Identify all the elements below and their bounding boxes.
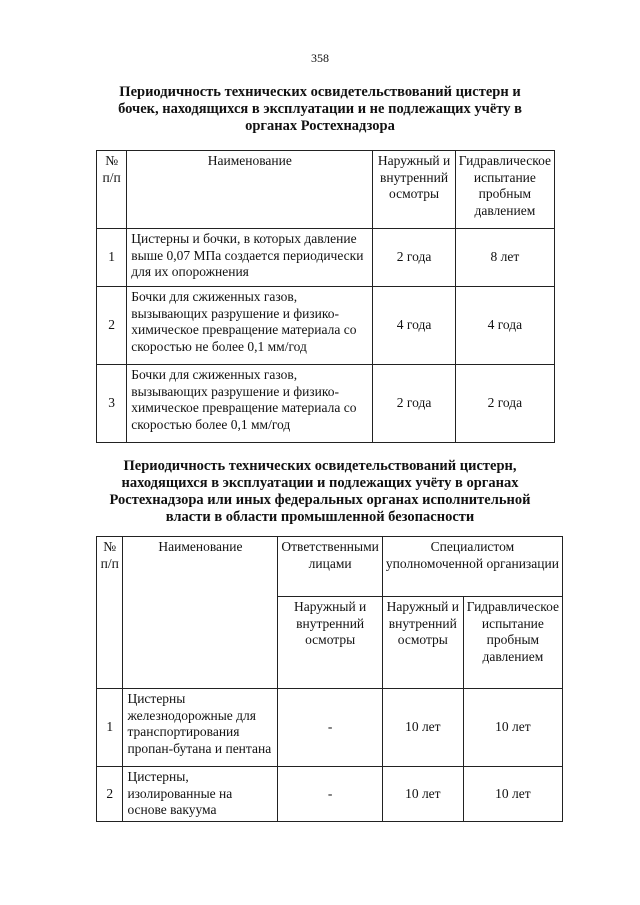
- table1-row3-num: 3: [97, 365, 127, 443]
- table2-row2-spec-inspection: 10 лет: [382, 767, 463, 822]
- table1-row2-inspection: 4 года: [373, 287, 455, 365]
- table1-header-hydro: Гидравлическое испытание пробным давлением: [455, 151, 554, 229]
- table2-row1-spec-hydro: 10 лет: [463, 689, 562, 767]
- table1-row1-inspection: 2 года: [373, 229, 455, 287]
- table-row: [97, 767, 563, 822]
- table1-row2-num: 2: [97, 287, 127, 365]
- page-number: 358: [311, 51, 329, 65]
- table1-row2-name: Бочки для сжиженных газов, вызывающих разрушение и физико-химическое превращение материала со скоростью не более 0,1 мм/год: [127, 287, 373, 365]
- table1-title: Периодичность технических освидетельствований цистерн и бочек, находящихся в эксплуатации и не подлежащих учёту в органах Ростехнадзора: [118, 84, 522, 134]
- table1-header-row: [97, 151, 555, 229]
- table1-header-name: Наименование: [127, 151, 373, 229]
- table1-row3-name: Бочки для сжиженных газов, вызывающих разрушение и физико-химическое превращение материала со скоростью более 0,1 мм/год: [127, 365, 373, 443]
- table-row: [97, 229, 555, 287]
- table2-title: Периодичность технических освидетельствований цистерн, находящихся в эксплуатации и подлежащих учёту в органах Ростехнадзора или иных федеральных органах исполнительной власти в области промышленной безопасности: [109, 458, 531, 525]
- table2-row1-spec-inspection: 10 лет: [382, 689, 463, 767]
- table1: [96, 150, 555, 443]
- table2: [96, 536, 563, 822]
- table2-header-spec-inspection: Наружный и внутренний осмотры: [382, 597, 463, 689]
- table2-row1-name: Цистерны железнодорожные для транспортирования пропан-бутана и пентана: [123, 689, 278, 767]
- table2-header-responsible: Ответственными лицами: [278, 537, 382, 597]
- table1-row1-name: Цистерны и бочки, в которых давление выше 0,07 МПа создается периодически для их опорожнения: [127, 229, 373, 287]
- table2-row2-num: 2: [97, 767, 123, 822]
- table2-header-specialist: Специалистом уполномоченной организации: [382, 537, 562, 597]
- table1-row3-inspection: 2 года: [373, 365, 455, 443]
- table2-row1-resp: -: [278, 689, 382, 767]
- table2-row2-spec-hydro: 10 лет: [463, 767, 562, 822]
- table2-header-name: Наименование: [123, 537, 278, 689]
- table1-row2-hydro: 4 года: [455, 287, 554, 365]
- table2-row2-resp: -: [278, 767, 382, 822]
- table-row: [97, 287, 555, 365]
- table1-row1-num: 1: [97, 229, 127, 287]
- table1-row3-hydro: 2 года: [455, 365, 554, 443]
- table1-header-num: № п/п: [97, 151, 127, 229]
- table2-header-resp-inspection: Наружный и внутренний осмотры: [278, 597, 382, 689]
- table-row: [97, 365, 555, 443]
- table2-row2-name: Цистерны, изолированные на основе вакуума: [123, 767, 278, 822]
- table2-header-spec-hydro: Гидравлическое испытание пробным давлением: [463, 597, 562, 689]
- table1-header-inspection: Наружный и внутренний осмотры: [373, 151, 455, 229]
- table2-header-num: № п/п: [97, 537, 123, 689]
- table-row: [97, 689, 563, 767]
- table2-header-row1: [97, 537, 563, 597]
- table2-row1-num: 1: [97, 689, 123, 767]
- table1-row1-hydro: 8 лет: [455, 229, 554, 287]
